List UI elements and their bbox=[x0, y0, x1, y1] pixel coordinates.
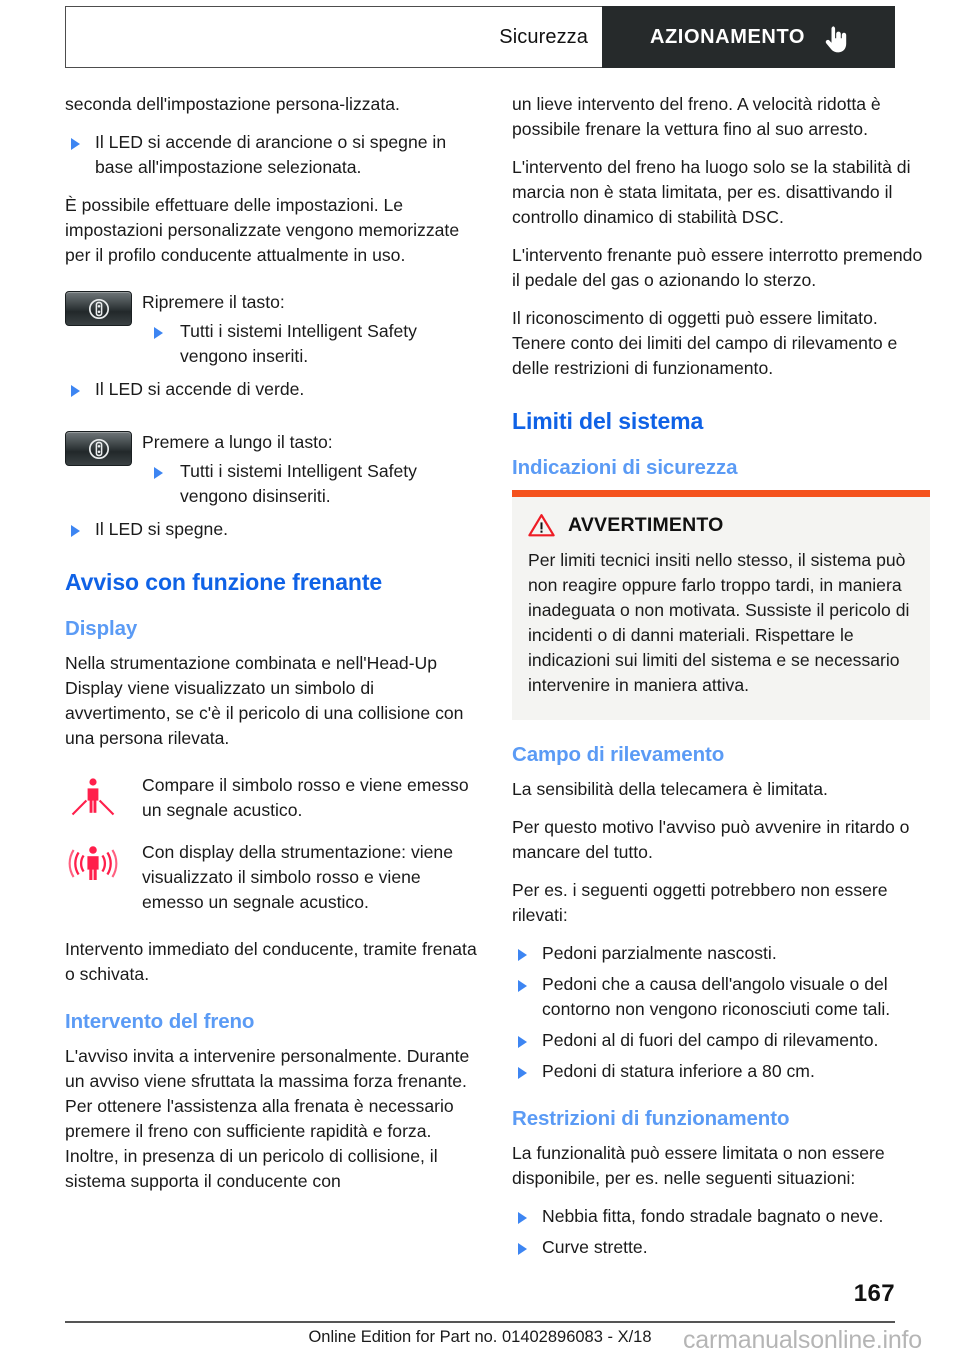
bullet-list-detection bbox=[512, 941, 930, 1084]
warning-box-title: AVVERTIMENTO bbox=[568, 513, 724, 536]
list-item bbox=[512, 1028, 930, 1053]
pedestrian-warning-icon bbox=[65, 805, 121, 822]
list-item-label: Nebbia fitta, fondo stradale bagnato o neve. bbox=[542, 1206, 884, 1226]
pointing-hand-icon bbox=[821, 24, 847, 54]
icon-block-text: Compare il simbolo rosso e viene emesso un segnale acustico. bbox=[142, 775, 469, 820]
list-item bbox=[142, 319, 483, 369]
intelligent-safety-button-icon bbox=[65, 431, 132, 466]
triangle-bullet-icon bbox=[518, 1067, 527, 1079]
warning-triangle-icon bbox=[528, 513, 555, 537]
bullet-list-restrictions bbox=[512, 1204, 930, 1260]
icon-cell bbox=[65, 772, 142, 823]
paragraph-display: Nella strumentazione combinata e nell'Head-Up Display viene visualizzato un simbolo di avvertimento, se c'è il pericolo di una collisione con una persona rilevata. bbox=[65, 653, 464, 748]
bullet-list-systems-off bbox=[142, 459, 483, 509]
pedestrian-alert-waves-icon bbox=[65, 872, 121, 889]
bullet-list-systems-on bbox=[142, 319, 483, 369]
warning-box bbox=[512, 490, 930, 720]
block-red-symbol bbox=[65, 772, 483, 823]
paragraph-undetected-intro: Per es. i seguenti oggetti potrebbero non essere rilevati: bbox=[512, 880, 888, 925]
triangle-bullet-icon bbox=[518, 1243, 527, 1255]
section-heading-system-limits: Limiti del sistema bbox=[512, 408, 704, 434]
list-item bbox=[142, 459, 483, 509]
list-item bbox=[512, 1235, 930, 1260]
intelligent-safety-button-icon bbox=[65, 291, 132, 326]
icon-block-text bbox=[142, 429, 483, 509]
list-item-label: Il LED si spegne. bbox=[95, 519, 229, 539]
list-item bbox=[512, 972, 930, 1022]
page-number: 167 bbox=[853, 1280, 895, 1307]
triangle-bullet-icon bbox=[154, 467, 163, 479]
icon-cell bbox=[65, 839, 142, 890]
triangle-bullet-icon bbox=[518, 1036, 527, 1048]
watermark: carmanualsonline.info bbox=[682, 1326, 922, 1354]
paragraph-object-recognition: Il riconoscimento di oggetti può essere limitato. Tenere conto dei limiti del campo di rilevamento e delle restrizioni di funzionamento. bbox=[512, 308, 898, 378]
subheading-safety-notes: Indicazioni di sicurezza bbox=[512, 456, 738, 479]
triangle-bullet-icon bbox=[518, 949, 527, 961]
breadcrumb bbox=[65, 6, 602, 68]
icon-cell bbox=[65, 429, 142, 466]
block-lead-label: Ripremere il tasto: bbox=[142, 292, 285, 312]
triangle-bullet-icon bbox=[518, 1212, 527, 1224]
list-item-label: Curve strette. bbox=[542, 1237, 648, 1257]
chapter-tab-label: AZIONAMENTO bbox=[649, 25, 806, 48]
bullet-list-led-green bbox=[65, 377, 483, 402]
paragraph-brake-continuation: un lieve intervento del freno. A velocità ridotta è possibile frenare la vettura fino al suo arresto. bbox=[512, 94, 881, 139]
block-display-symbol bbox=[65, 839, 483, 915]
list-item bbox=[512, 941, 930, 966]
triangle-bullet-icon bbox=[518, 980, 527, 992]
block-lead-label: Premere a lungo il tasto: bbox=[142, 432, 333, 452]
list-item-label: Tutti i sistemi Intelligent Safety vengono disinseriti. bbox=[180, 461, 417, 506]
warning-box-header bbox=[528, 513, 914, 537]
list-item-label: Il LED si accende di verde. bbox=[95, 379, 305, 399]
list-item bbox=[512, 1059, 930, 1084]
chapter-tab bbox=[602, 6, 895, 68]
right-column bbox=[512, 92, 930, 1273]
paragraph-driver-action: Intervento immediato del conducente, tramite frenata o schivata. bbox=[65, 939, 477, 984]
list-item-label: Il LED si accende di arancione o si spegne in base all'impostazione selezionata. bbox=[95, 132, 447, 177]
page-header bbox=[65, 6, 895, 68]
subheading-operating-restrictions: Restrizioni di funzionamento bbox=[512, 1107, 790, 1130]
list-item-label: Pedoni al di fuori del campo di rilevamento. bbox=[542, 1030, 879, 1050]
section-heading-warning-brake: Avviso con funzione frenante bbox=[65, 569, 383, 595]
list-item-label: Pedoni di statura inferiore a 80 cm. bbox=[542, 1061, 815, 1081]
triangle-bullet-icon bbox=[71, 385, 80, 397]
paragraph-restrictions: La funzionalità può essere limitata o non essere disponibile, per es. nelle seguenti situazioni: bbox=[512, 1143, 885, 1188]
icon-block-text: Con display della strumentazione: viene visualizzato il simbolo rosso e viene emesso un segnale acustico. bbox=[142, 842, 454, 912]
page-footer bbox=[0, 1276, 960, 1362]
triangle-bullet-icon bbox=[71, 525, 80, 537]
icon-cell bbox=[65, 289, 142, 326]
paragraph-camera-sensitivity: La sensibilità della telecamera è limitata. bbox=[512, 779, 828, 799]
breadcrumb-label: Sicurezza bbox=[499, 25, 588, 48]
block-press-long bbox=[65, 429, 483, 509]
paragraph-settings: È possibile effettuare delle impostazioni. Le impostazioni personalizzate vengono memorizzate per il profilo conducente attualmente in uso. bbox=[65, 195, 460, 265]
edition-note: Online Edition for Part no. 01402896083 - X/18 bbox=[308, 1328, 652, 1346]
list-item bbox=[65, 130, 483, 180]
subheading-brake-intervention: Intervento del freno bbox=[65, 1010, 255, 1033]
list-item-label: Tutti i sistemi Intelligent Safety vengono inseriti. bbox=[180, 321, 417, 366]
list-item-label: Pedoni che a causa dell'angolo visuale o del contorno non vengono riconosciuti come tali. bbox=[542, 974, 891, 1019]
list-item bbox=[512, 1204, 930, 1229]
paragraph-continuation: seconda dell'impostazione persona-lizzata. bbox=[65, 94, 400, 114]
paragraph-interrupt: L'intervento frenante può essere interrotto premendo il pedale del gas o azionando lo sterzo. bbox=[512, 245, 923, 290]
paragraph-stability: L'intervento del freno ha luogo solo se la stabilità di marcia non è stata limitata, per es. disattivando il controllo dinamico di stabilità DSC. bbox=[512, 157, 911, 227]
subheading-detection-range: Campo di rilevamento bbox=[512, 743, 725, 766]
icon-block-text bbox=[142, 289, 483, 369]
warning-box-body: Per limiti tecnici insiti nello stesso, il sistema può non reagire oppure farlo troppo tardi, in maniera inadeguata o non motivata. Sussiste il pericolo di incidenti o di danni materiali. Rispettare le indicazioni sui limiti del sistema e se necessario intervenire in maniera attiva. bbox=[528, 550, 910, 695]
paragraph-brake: L'avviso invita a intervenire personalmente. Durante un avviso viene sfruttata la massima forza frenante. Per ottenere l'assistenza alla frenata è necessario premere il freno con sufficiente rapidità e forza. Inoltre, in presenza di un pericolo di collisione, il sistema supporta il conducente con bbox=[65, 1046, 470, 1191]
paragraph-warning-delay: Per questo motivo l'avviso può avvenire in ritardo o mancare del tutto. bbox=[512, 817, 910, 862]
footer-divider bbox=[65, 1321, 895, 1323]
triangle-bullet-icon bbox=[154, 327, 163, 339]
list-item bbox=[65, 517, 483, 542]
bullet-list-led-off bbox=[65, 517, 483, 542]
list-item-label: Pedoni parzialmente nascosti. bbox=[542, 943, 777, 963]
list-item bbox=[65, 377, 483, 402]
block-press-again bbox=[65, 289, 483, 369]
bullet-list-led-orange bbox=[65, 130, 483, 180]
triangle-bullet-icon bbox=[71, 138, 80, 150]
left-column bbox=[65, 92, 483, 1207]
subheading-display: Display bbox=[65, 617, 138, 640]
